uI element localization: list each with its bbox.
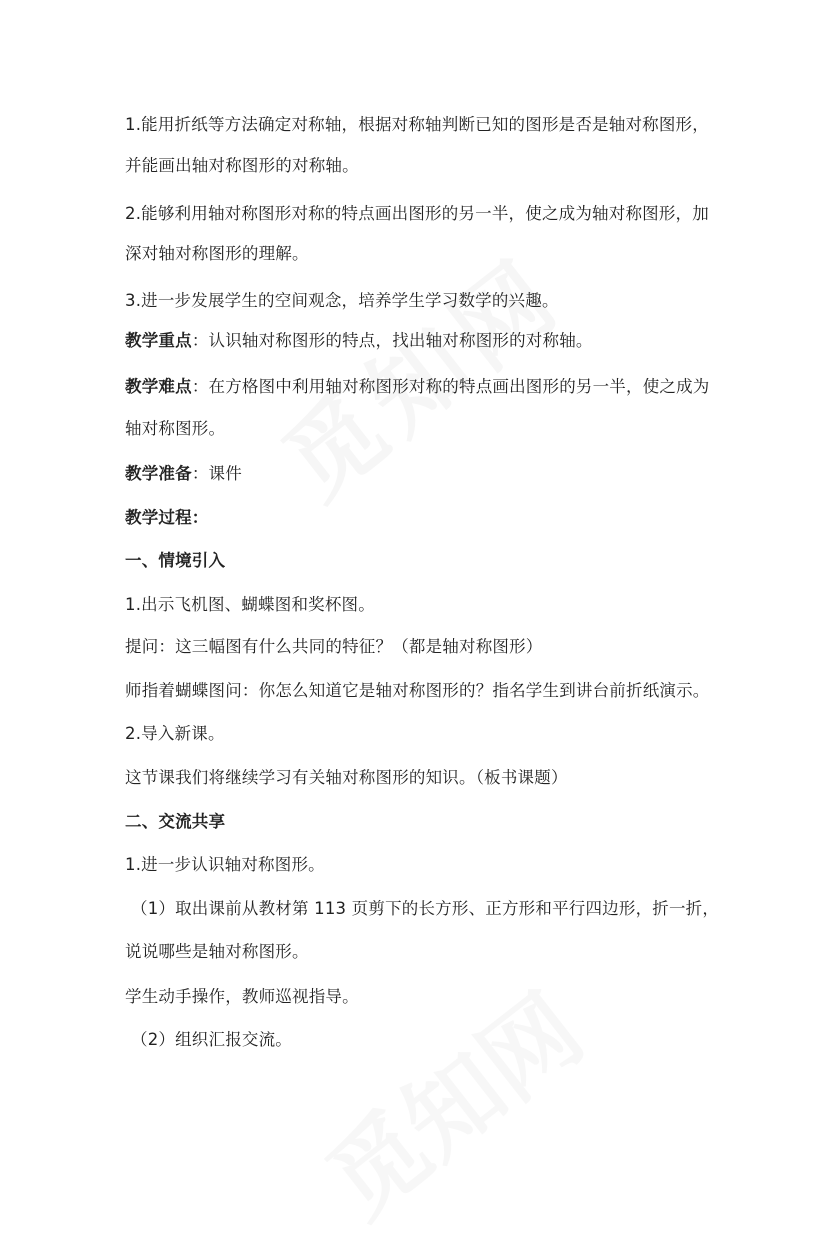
line-text: ：认识轴对称图形的特点，找出轴对称图形的对称轴。 (191, 331, 593, 350)
line-text: 3.进一步发展学生的空间观念，培养学生学习数学的兴趣。 (125, 291, 559, 310)
line-text: 师指着蝴蝶图问：你怎么知道它是轴对称图形的？指名学生到讲台前折纸演示。 (125, 681, 710, 700)
teaching-process-heading (125, 507, 209, 529)
section-label: 教学重点 (125, 331, 192, 350)
paragraph-line (125, 243, 309, 265)
line-text: ：在方格图中利用轴对称图形对称的特点画出图形的另一半，使之成为 (191, 377, 710, 396)
paragraph-line (125, 636, 543, 658)
teaching-difficulty (125, 376, 710, 398)
line-text: 1.进一步认识轴对称图形。 (125, 855, 325, 874)
paragraph-line (125, 155, 359, 177)
paragraph-line (125, 594, 375, 616)
paragraph-line (125, 114, 709, 136)
section-heading (125, 811, 225, 833)
paragraph-line (131, 1029, 292, 1051)
line-text: 学生动手操作，教师巡视指导。 (125, 987, 359, 1006)
line-text: 这节课我们将继续学习有关轴对称图形的知识。（板书课题） (125, 768, 568, 787)
paragraph-line (125, 986, 359, 1008)
paragraph-line (125, 680, 710, 702)
section-label: 教学过程： (125, 508, 209, 527)
line-text: （2）组织汇报交流。 (131, 1030, 292, 1049)
line-text: 1.出示飞机图、蝴蝶图和奖杯图。 (125, 595, 375, 614)
paragraph-line (125, 290, 559, 312)
paragraph-line (125, 941, 309, 963)
teaching-key-point (125, 330, 593, 352)
line-text: ：课件 (191, 464, 242, 483)
watermark-text-bottom (307, 974, 603, 1240)
paragraph-line (125, 767, 568, 789)
watermark (251, 232, 629, 598)
paragraph-line (125, 723, 225, 745)
line-text: 1.能用折纸等方法确定对称轴，根据对称轴判断已知的图形是否是轴对称图形， (125, 115, 709, 134)
section-label: 二、交流共享 (125, 812, 226, 831)
line-text: 轴对称图形。 (125, 419, 226, 438)
section-heading (125, 550, 225, 572)
paragraph-line (125, 203, 709, 225)
line-text: 深对轴对称图形的理解。 (125, 244, 309, 263)
line-text: 说说哪些是轴对称图形。 (125, 942, 309, 961)
teaching-preparation (125, 463, 242, 485)
paragraph-line (125, 854, 325, 876)
section-label: 教学准备 (125, 464, 192, 483)
section-label: 教学难点 (125, 377, 192, 396)
line-text: 2.能够利用轴对称图形对称的特点画出图形的另一半，使之成为轴对称图形，加 (125, 204, 709, 223)
line-text: （1）取出课前从教材第 113 页剪下的长方形、正方形和平行四边形，折一折， (131, 899, 720, 918)
section-label: 一、情境引入 (125, 551, 226, 570)
line-text: 并能画出轴对称图形的对称轴。 (125, 156, 359, 175)
line-text: 2.导入新课。 (125, 724, 225, 743)
line-text: 提问：这三幅图有什么共同的特征？（都是轴对称图形） (125, 637, 543, 656)
paragraph-line (131, 898, 719, 920)
paragraph-line (125, 418, 225, 440)
